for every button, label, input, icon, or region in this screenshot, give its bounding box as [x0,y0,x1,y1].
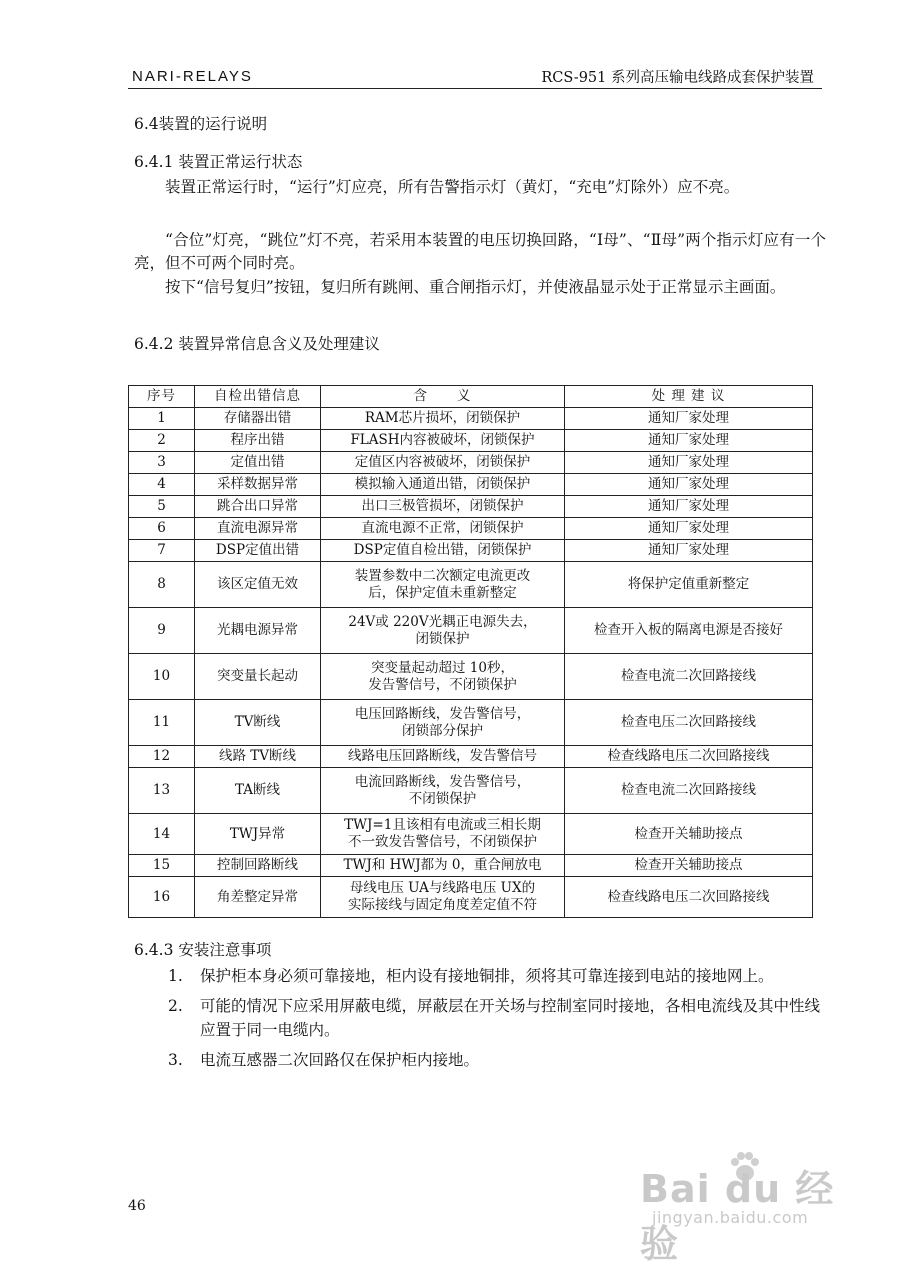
cell-meaning [321,496,565,518]
table-row [129,814,813,855]
cell-meaning [321,540,565,562]
cell-info: 光耦电源异常 [195,608,321,654]
cell-meaning-line: 线路电压回路断线，发告警信号 [348,748,537,764]
cell-no: 14 [129,814,195,855]
watermark-url: jingyan.baidu.com [652,1208,809,1227]
cell-advice: 通知厂家处理 [565,452,813,474]
cell-meaning [321,408,565,430]
table-body [129,408,813,918]
cell-info: TV断线 [195,700,321,746]
table-row [129,700,813,746]
table-row [129,540,813,562]
cell-advice: 检查线路电压二次回路接线 [565,746,813,768]
cell-meaning-line: 直流电源不正常，闭锁保护 [361,520,524,536]
header-rule [128,88,822,89]
list-item-number: 2. [168,997,183,1015]
cell-info: 采样数据异常 [195,474,321,496]
cell-no: 2 [129,430,195,452]
cell-info: 定值出错 [195,452,321,474]
cell-no: 10 [129,654,195,700]
cell-meaning-line: 出口三极管损坏，闭锁保护 [361,498,524,514]
cell-meaning [321,768,565,814]
cell-meaning-line: RAM芯片损坏，闭锁保护 [364,410,521,426]
cell-advice: 检查线路电压二次回路接线 [565,877,813,918]
cell-no: 16 [129,877,195,918]
table-header-row [129,386,813,408]
cell-meaning [321,877,565,918]
cell-meaning-line: 实际接线与固定角度差定值不符 [348,897,537,913]
cell-no: 3 [129,452,195,474]
table-row [129,746,813,768]
cell-meaning-line: 闭锁部分保护 [402,722,483,739]
cell-advice: 通知厂家处理 [565,408,813,430]
paragraph-1: 装置正常运行时，“运行”灯应亮，所有告警指示灯（黄灯，“充电”灯除外）应不亮。 [165,178,740,196]
cell-meaning [321,654,565,700]
cell-no: 15 [129,855,195,877]
cell-info: 角差整定异常 [195,877,321,918]
subsection-title-abnormal-info: 6.4.2 装置异常信息含义及处理建议 [134,335,380,353]
cell-advice: 检查开关辅助接点 [565,814,813,855]
list-item [168,964,824,988]
cell-no: 9 [129,608,195,654]
error-info-table [128,385,813,918]
table-row [129,877,813,918]
cell-meaning [321,452,565,474]
cell-advice: 检查电压二次回路接线 [565,700,813,746]
cell-no: 12 [129,746,195,768]
cell-meaning-line: 电流回路断线，发告警信号， [354,773,531,790]
cell-meaning [321,608,565,654]
watermark-logo: Bai du 经验 [640,1167,835,1266]
cell-info: 存储器出错 [195,408,321,430]
table-row [129,430,813,452]
watermark [640,1150,840,1266]
cell-no: 4 [129,474,195,496]
list-item-number: 3. [168,1051,183,1069]
list-item-text: 电流互感器二次回路仅在保护柜内接地。 [200,1051,480,1069]
header-info: 自检出错信息 [195,386,321,408]
paragraph-2: “合位”灯亮，“跳位”灯不亮，若采用本装置的电压切换回路，“Ⅰ母”、“Ⅱ母”两个指示灯应有一个亮，但不可两个同时亮。 [134,231,826,272]
cell-meaning-line: TWJ和 HWJ都为 0，重合闸放电 [343,857,542,873]
install-notes-list [168,964,824,1078]
cell-info: 跳合出口异常 [195,496,321,518]
cell-info: TWJ异常 [195,814,321,855]
list-item [168,1048,824,1072]
list-item-text: 保护柜本身必须可靠接地，柜内设有接地铜排，须将其可靠连接到电站的接地网上。 [200,967,774,985]
cell-meaning [321,518,565,540]
cell-meaning-line: 24V或 220V光耦正电源失去， [348,613,537,630]
cell-advice: 通知厂家处理 [565,518,813,540]
cell-meaning [321,430,565,452]
cell-info: TA断线 [195,768,321,814]
cell-no: 13 [129,768,195,814]
cell-no: 5 [129,496,195,518]
subsection-title-normal-status: 6.4.1 装置正常运行状态 [134,153,303,171]
cell-meaning-line: 发告警信号，不闭锁保护 [368,676,517,693]
cell-info: 突变量长起动 [195,654,321,700]
table-row [129,474,813,496]
cell-meaning [321,814,565,855]
cell-meaning-line: 装置参数中二次额定电流更改 [354,567,531,584]
cell-meaning-line: 不闭锁保护 [408,790,477,807]
table-row [129,518,813,540]
cell-meaning-line: 定值区内容被破坏，闭锁保护 [354,454,531,470]
table-row [129,654,813,700]
cell-meaning [321,562,565,608]
cell-meaning-line: 电压回路断线，发告警信号， [354,705,531,722]
cell-advice: 通知厂家处理 [565,474,813,496]
cell-advice: 检查电流二次回路接线 [565,654,813,700]
table-row [129,408,813,430]
cell-advice: 通知厂家处理 [565,496,813,518]
header-advice: 处 理 建 议 [565,386,813,408]
header-no: 序号 [129,386,195,408]
cell-no: 8 [129,562,195,608]
header-meaning: 含 义 [321,386,565,408]
table-row [129,608,813,654]
cell-advice: 检查电流二次回路接线 [565,768,813,814]
cell-meaning [321,474,565,496]
cell-meaning-line: 模拟输入通道出错，闭锁保护 [354,476,531,492]
table-row [129,496,813,518]
cell-no: 11 [129,700,195,746]
cell-no: 7 [129,540,195,562]
cell-meaning-line: 后，保护定值未重新整定 [368,584,517,601]
page-header-right: RCS-951 系列高压输电线路成套保护装置 [541,70,814,86]
cell-info: DSP定值出错 [195,540,321,562]
cell-meaning [321,855,565,877]
table-row [129,452,813,474]
page-number: 46 [128,1198,146,1214]
cell-no: 6 [129,518,195,540]
cell-meaning-line: TWJ=1且该相有电流或三相长期 [344,817,541,833]
cell-info: 该区定值无效 [195,562,321,608]
table-row [129,855,813,877]
cell-info: 控制回路断线 [195,855,321,877]
cell-meaning [321,700,565,746]
cell-no: 1 [129,408,195,430]
cell-info: 程序出错 [195,430,321,452]
cell-info: 直流电源异常 [195,518,321,540]
section-title: 6.4装置的运行说明 [134,115,268,133]
cell-advice: 检查开入板的隔离电源是否接好 [565,608,813,654]
cell-meaning-line: 不一致发告警信号，不闭锁保护 [348,834,537,850]
list-item-number: 1. [168,967,183,985]
cell-advice: 将保护定值重新整定 [565,562,813,608]
cell-meaning-line: 闭锁保护 [415,630,470,647]
page-header-left: NARI-RELAYS [132,68,253,85]
table-row [129,768,813,814]
table-row [129,562,813,608]
cell-advice: 通知厂家处理 [565,540,813,562]
cell-meaning-line: 突变量起动超过 10秒， [371,659,514,676]
paragraph-3: 按下“信号复归”按钮，复归所有跳闸、重合闸指示灯，并使液晶显示处于正常显示主画面。 [165,278,786,296]
list-item-text: 可能的情况下应采用屏蔽电缆，屏蔽层在开关场与控制室同时接地，各相电流线及其中性线应置于同一电缆内。 [200,997,821,1039]
list-item [168,994,824,1042]
cell-meaning-line: DSP定值自检出错，闭锁保护 [353,542,532,558]
cell-info: 线路 TV断线 [195,746,321,768]
cell-advice: 通知厂家处理 [565,430,813,452]
cell-advice: 检查开关辅助接点 [565,855,813,877]
cell-meaning-line: 母线电压 UA与线路电压 UX的 [349,880,536,896]
cell-meaning [321,746,565,768]
cell-meaning-line: FLASH内容被破坏，闭锁保护 [350,432,535,448]
subsection-title-install-notes: 6.4.3 安装注意事项 [134,941,272,959]
